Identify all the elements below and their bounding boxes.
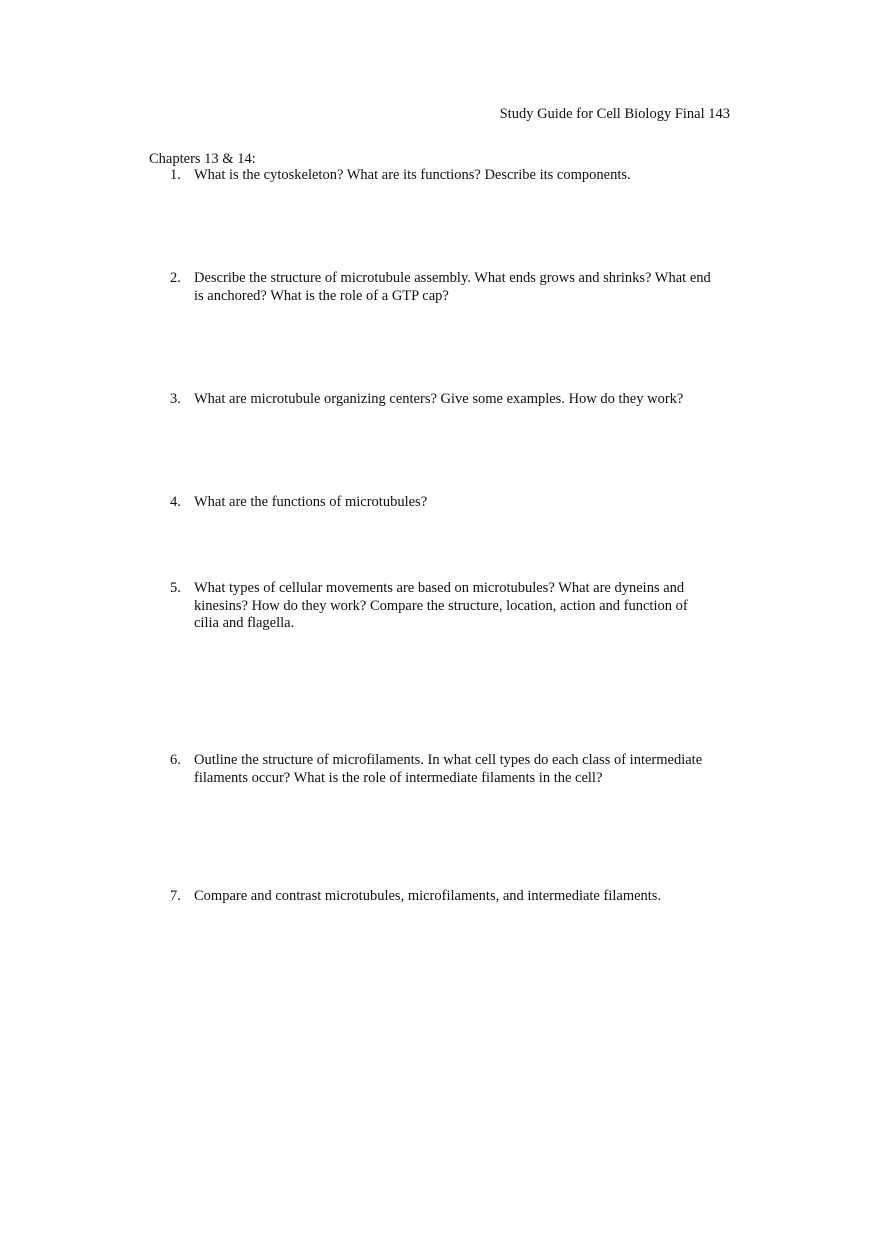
question-number: 5. — [170, 580, 181, 596]
question-text: Describe the structure of microtubule assembly. What ends grows and shrinks? What end is anchored? What is the role of a GTP cap? — [194, 270, 711, 304]
question-text: What are the functions of microtubules? — [194, 494, 428, 510]
question-number: 4. — [170, 494, 181, 510]
question-text: What types of cellular movements are based on microtubules? What are dyneins and kinesins? How do they work? Compare the structure, location, action and function of cilia and flagella. — [194, 580, 688, 631]
question-number: 7. — [170, 888, 181, 904]
question-number: 3. — [170, 391, 181, 407]
question-item — [170, 752, 715, 787]
question-item — [170, 167, 715, 185]
question-text: What is the cytoskeleton? What are its functions? Describe its components. — [194, 167, 631, 183]
question-text: Outline the structure of microfilaments. In what cell types do each class of intermediate filaments occur? What is the role of intermediate filaments in the cell? — [194, 752, 703, 786]
question-item — [170, 391, 715, 409]
question-item — [170, 888, 715, 906]
chapters-heading: Chapters 13 & 14: — [149, 151, 256, 167]
question-text: Compare and contrast microtubules, microfilaments, and intermediate filaments. — [194, 888, 662, 904]
question-item — [170, 494, 715, 512]
document-title: Study Guide for Cell Biology Final 143 — [499, 106, 730, 122]
question-number: 6. — [170, 752, 181, 768]
question-item — [170, 270, 715, 305]
question-number: 2. — [170, 270, 181, 286]
question-number: 1. — [170, 167, 181, 183]
question-text: What are microtubule organizing centers? Give some examples. How do they work? — [194, 391, 684, 407]
question-item — [170, 580, 715, 633]
